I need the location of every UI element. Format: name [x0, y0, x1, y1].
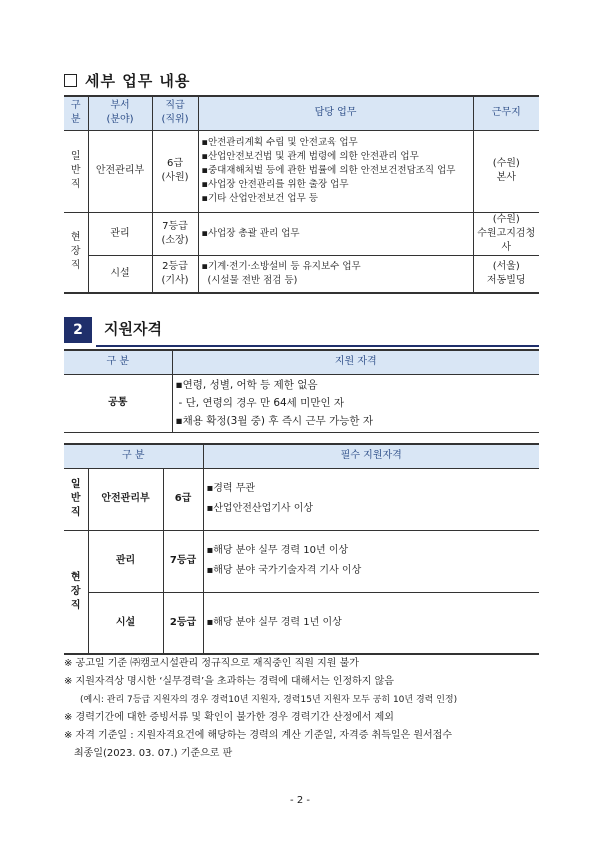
required-qualification-table — [64, 443, 539, 655]
note-item: ※ 지원자격상 명시한 ‘실무경력’을 초과하는 경력에 대해서는 인정하지 않음 — [64, 676, 394, 687]
rank-cell: 6급 (사원) — [152, 130, 198, 212]
dept-cell: 안전관리부 — [88, 468, 163, 530]
page-number: - 2 - — [290, 795, 310, 806]
note-item: ※ 경력기간에 대한 증빙서류 및 확인이 불가한 경우 경력기간 산정에서 제외 — [64, 712, 394, 723]
section2-divider — [96, 345, 539, 347]
requirement-item: ▪경력 무관 — [206, 483, 256, 494]
duty-item: ▪기계·전기·소방설비 등 유지보수 업무 — [201, 260, 361, 272]
header-duty: 담당 업무 — [198, 96, 473, 130]
rank-cell: 6급 — [163, 468, 203, 530]
header-rank: 직급 (직위) — [152, 96, 198, 130]
qualification-item: ▪채용 확정(3월 중) 후 즉시 근무 가능한 자 — [175, 415, 373, 427]
section1-title — [64, 70, 190, 91]
requirement-list — [203, 592, 539, 654]
duty-item: ▪기타 산업안전보건 업무 등 — [201, 193, 318, 204]
requirement-item: ▪해당 분야 실무 경력 1년 이상 — [206, 616, 342, 628]
note-item-continued: 최종일(2023. 03. 07.) 기준으로 판 — [74, 748, 233, 759]
duty-list — [198, 212, 473, 255]
place-cell: (수원) 본사 — [473, 130, 539, 212]
qualification-list — [172, 374, 539, 432]
note-example: (예시: 관리 7등급 지원자의 경우 경력10년 지원자, 경력15년 지원자 모두 공히 10년 경력 인정) — [80, 695, 458, 705]
requirement-list — [203, 530, 539, 592]
row-label-common: 공통 — [64, 374, 172, 432]
dept-cell: 시설 — [88, 255, 152, 293]
rank-cell: 7등급 — [163, 530, 203, 592]
place-cell: (서울) 저동빌딩 — [473, 255, 539, 293]
duty-table — [64, 95, 539, 294]
checkbox-square-icon — [64, 74, 77, 87]
qualification-item: - 단, 연령의 경우 만 64세 미만인 자 — [178, 397, 345, 409]
duty-item: ▪중대재해처벌 등에 관한 법률에 의한 안전보건전담조직 업무 — [201, 165, 456, 176]
duty-list — [198, 130, 473, 212]
dept-cell: 관리 — [88, 212, 152, 255]
group-field: 현 장 직 — [64, 530, 88, 654]
duty-item: ▪안전관리계획 수립 및 안전교육 업무 — [201, 137, 358, 148]
place-cell: (수원) 수원고지검청사 — [473, 212, 539, 255]
rank-cell: 2등급 (기사) — [152, 255, 198, 293]
group-general: 일 반 직 — [64, 468, 88, 530]
dept-cell: 시설 — [88, 592, 163, 654]
duty-item: ▪산업안전보건법 및 관계 법령에 의한 안전관리 업무 — [201, 151, 419, 162]
rank-cell: 2등급 — [163, 592, 203, 654]
note-item: ※ 자격 기준일 : 지원자격요건에 해당하는 경력의 계산 기준일, 자격증 취득일은 원서접수 — [64, 730, 452, 741]
duty-item: (시설물 전반 점검 등) — [207, 274, 298, 286]
notes-block — [64, 655, 544, 763]
header-required: 필수 지원자격 — [203, 444, 539, 468]
requirement-item: ▪해당 분야 실무 경력 10년 이상 — [206, 545, 349, 556]
section2-title: 지원자격 — [104, 320, 162, 338]
group-field: 현 장 직 — [64, 212, 88, 293]
requirement-list — [203, 468, 539, 530]
duty-item: ▪사업장 총괄 관리 업무 — [201, 227, 300, 239]
group-general: 일 반 직 — [64, 130, 88, 212]
requirement-item: ▪산업안전산업기사 이상 — [206, 503, 314, 514]
duty-item: ▪사업장 안전관리를 위한 출장 업무 — [201, 179, 349, 190]
header-qualification: 지원 자격 — [172, 350, 539, 374]
header-gubun: 구 분 — [64, 444, 203, 468]
note-item: ※ 공고일 기준 ㈜캠코시설관리 정규직으로 재직중인 직원 지원 불가 — [64, 658, 359, 669]
qualification-item: ▪연령, 성별, 어학 등 제한 없음 — [175, 379, 318, 391]
dept-cell: 관리 — [88, 530, 163, 592]
rank-cell: 7등급 (소장) — [152, 212, 198, 255]
requirement-item: ▪해당 분야 국가기술자격 기사 이상 — [206, 565, 362, 576]
header-gubun: 구 분 — [64, 350, 172, 374]
dept-cell: 안전관리부 — [88, 130, 152, 212]
common-qualification-table — [64, 349, 539, 433]
header-place: 근무지 — [473, 96, 539, 130]
header-dept: 부서 (분야) — [88, 96, 152, 130]
duty-list — [198, 255, 473, 293]
header-gubun: 구 분 — [64, 96, 88, 130]
section-number-badge: 2 — [64, 317, 92, 343]
section1-title-text: 세부 업무 내용 — [85, 72, 191, 90]
